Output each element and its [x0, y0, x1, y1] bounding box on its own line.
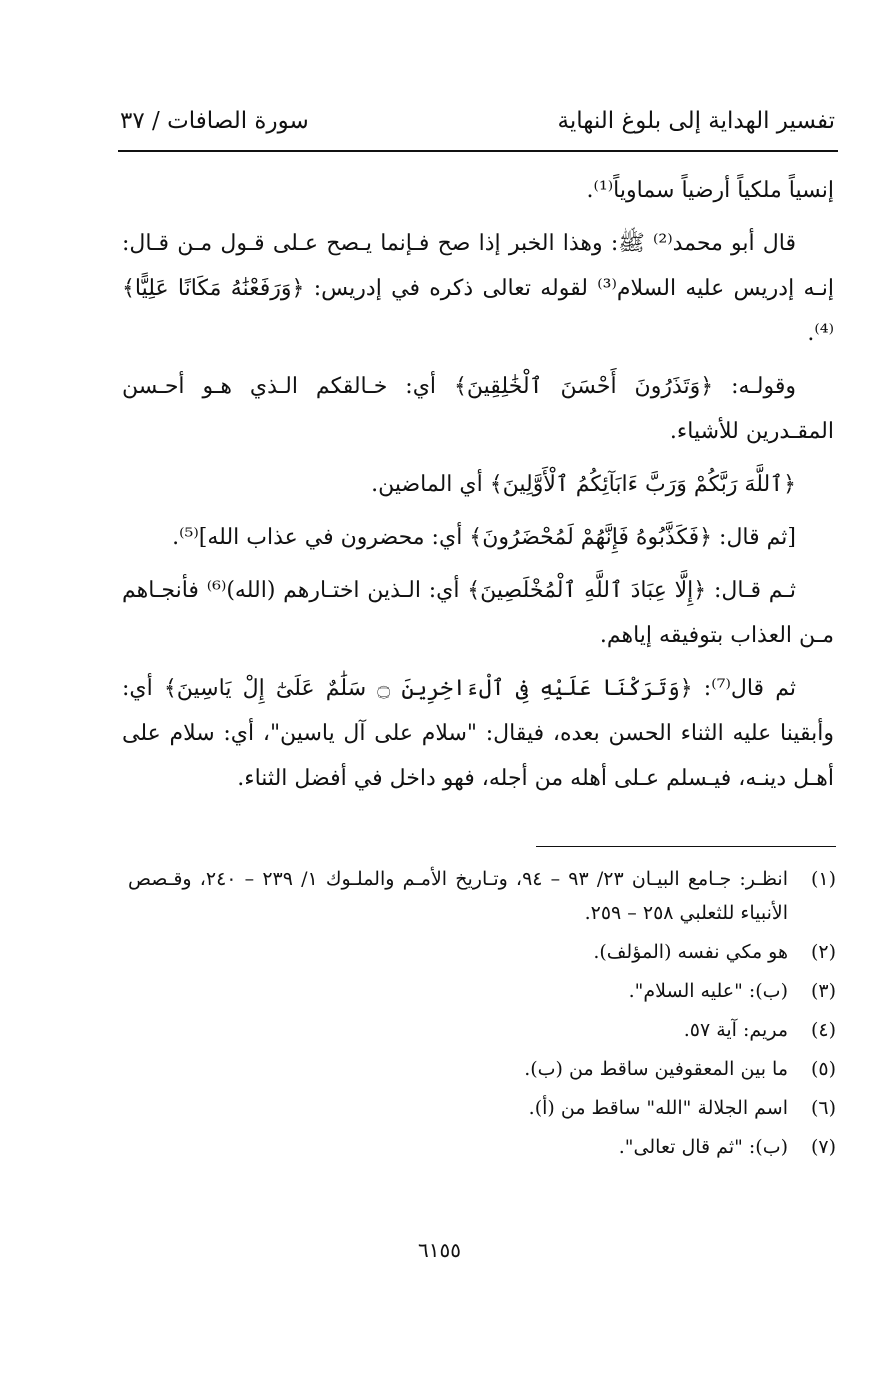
footnote-text: اسم الجلالة "الله" ساقط من (أ). [528, 1097, 788, 1119]
footnote [128, 1091, 836, 1125]
paragraph: ﴿ٱللَّهَ رَبَّكُمْ وَرَبَّ ءَابَآئِكُمُ ٱلْأَوَّلِينَ﴾ أي الماضين. [371, 472, 796, 497]
footnote-text: (ب): "عليه السلام". [628, 980, 788, 1002]
paragraph: قال أبو محمد⁽²⁾ ﷺ: وهذا الخبر إذا صح فـإنما يـصح عـلى قـول مـن قـال: إنـه إدريس عليه السلام⁽³⁾ لقوله تعالى ذكره في إدريس: ﴿وَرَفَعْنَٰهُ مَكَانًا عَلِيًّا﴾⁽⁴⁾. [122, 231, 834, 346]
footnote-number: (٣) [810, 980, 836, 1002]
book-title: تفسير الهداية إلى بلوغ النهاية [557, 108, 835, 134]
paragraph: [ثم قال: ﴿فَكَذَّبُوهُ فَإِنَّهُمْ لَمُحْضَرُونَ﴾ أي: محضرون في عذاب الله]⁽⁵⁾. [172, 525, 796, 550]
footnote [128, 935, 836, 969]
main-text [122, 168, 834, 809]
footnote [128, 1013, 836, 1047]
running-header [120, 108, 835, 148]
paragraph: وقولـه: ﴿وَتَذَرُونَ أَحْسَنَ ٱلْخَٰلِقِينَ﴾ أي: خـالقكم الـذي هـو أحـسن المقـدرين للأشياء. [122, 374, 834, 444]
header-divider [118, 150, 838, 152]
page-number: ٦١٥٥ [418, 1238, 461, 1262]
footnote [128, 1052, 836, 1086]
footnote-text: هو مكي نفسه (المؤلف). [593, 941, 788, 963]
footnote-text: (ب): "ثم قال تعالى". [618, 1136, 788, 1158]
footnote-divider [536, 846, 836, 847]
footnote-number: (٧) [810, 1136, 836, 1158]
footnote [128, 974, 836, 1008]
footnote [128, 1130, 836, 1164]
paragraph: ثـم قـال: ﴿إِلَّا عِبَادَ ٱللَّهِ ٱلْمُخْلَصِينَ﴾ أي: الـذين اختـارهم (الله)⁽⁶⁾ فأنجـاهم مـن العذاب بتوفيقه إياهم. [122, 578, 834, 648]
footnote [128, 862, 836, 930]
paragraph: إنسياً ملكياً أرضياً سماوياً⁽¹⁾. [586, 178, 834, 203]
footnote-number: (٦) [810, 1097, 836, 1119]
footnote-text: ما بين المعقوفين ساقط من (ب). [524, 1058, 788, 1080]
footnotes [128, 862, 836, 1169]
footnote-text: انظـر: جـامع البيـان ٢٣/ ٩٣ – ٩٤، وتـاريخ الأمـم والملـوك ١/ ٢٣٩ – ٢٤٠، وقـصص الأنبياء للثعلبي ٢٥٨ – ٢٥٩. [128, 868, 788, 924]
paragraph: ثم قال⁽⁷⁾: ﴿وَتَرَكْنَا عَلَيْهِ فِى ٱلْءَاخِرِينَ ۝ سَلَٰمٌ عَلَىٰٓ إِلْ يَاسِينَ﴾ أي: وأبقينا عليه الثناء الحسن بعده، فيقال: "سلام على آل ياسين"، أي: سلام على أهـل دينـه، فيـسلم عـلى أهله من أجله، فهو داخل في أفضل الثناء. [122, 676, 834, 791]
surah-reference: سورة الصافات / ٣٧ [120, 108, 309, 134]
footnote-number: (١) [810, 868, 836, 890]
footnote-number: (٢) [810, 941, 836, 963]
footnote-number: (٤) [810, 1019, 836, 1041]
footnote-text: مريم: آية ٥٧. [683, 1019, 788, 1041]
footnote-number: (٥) [810, 1058, 836, 1080]
